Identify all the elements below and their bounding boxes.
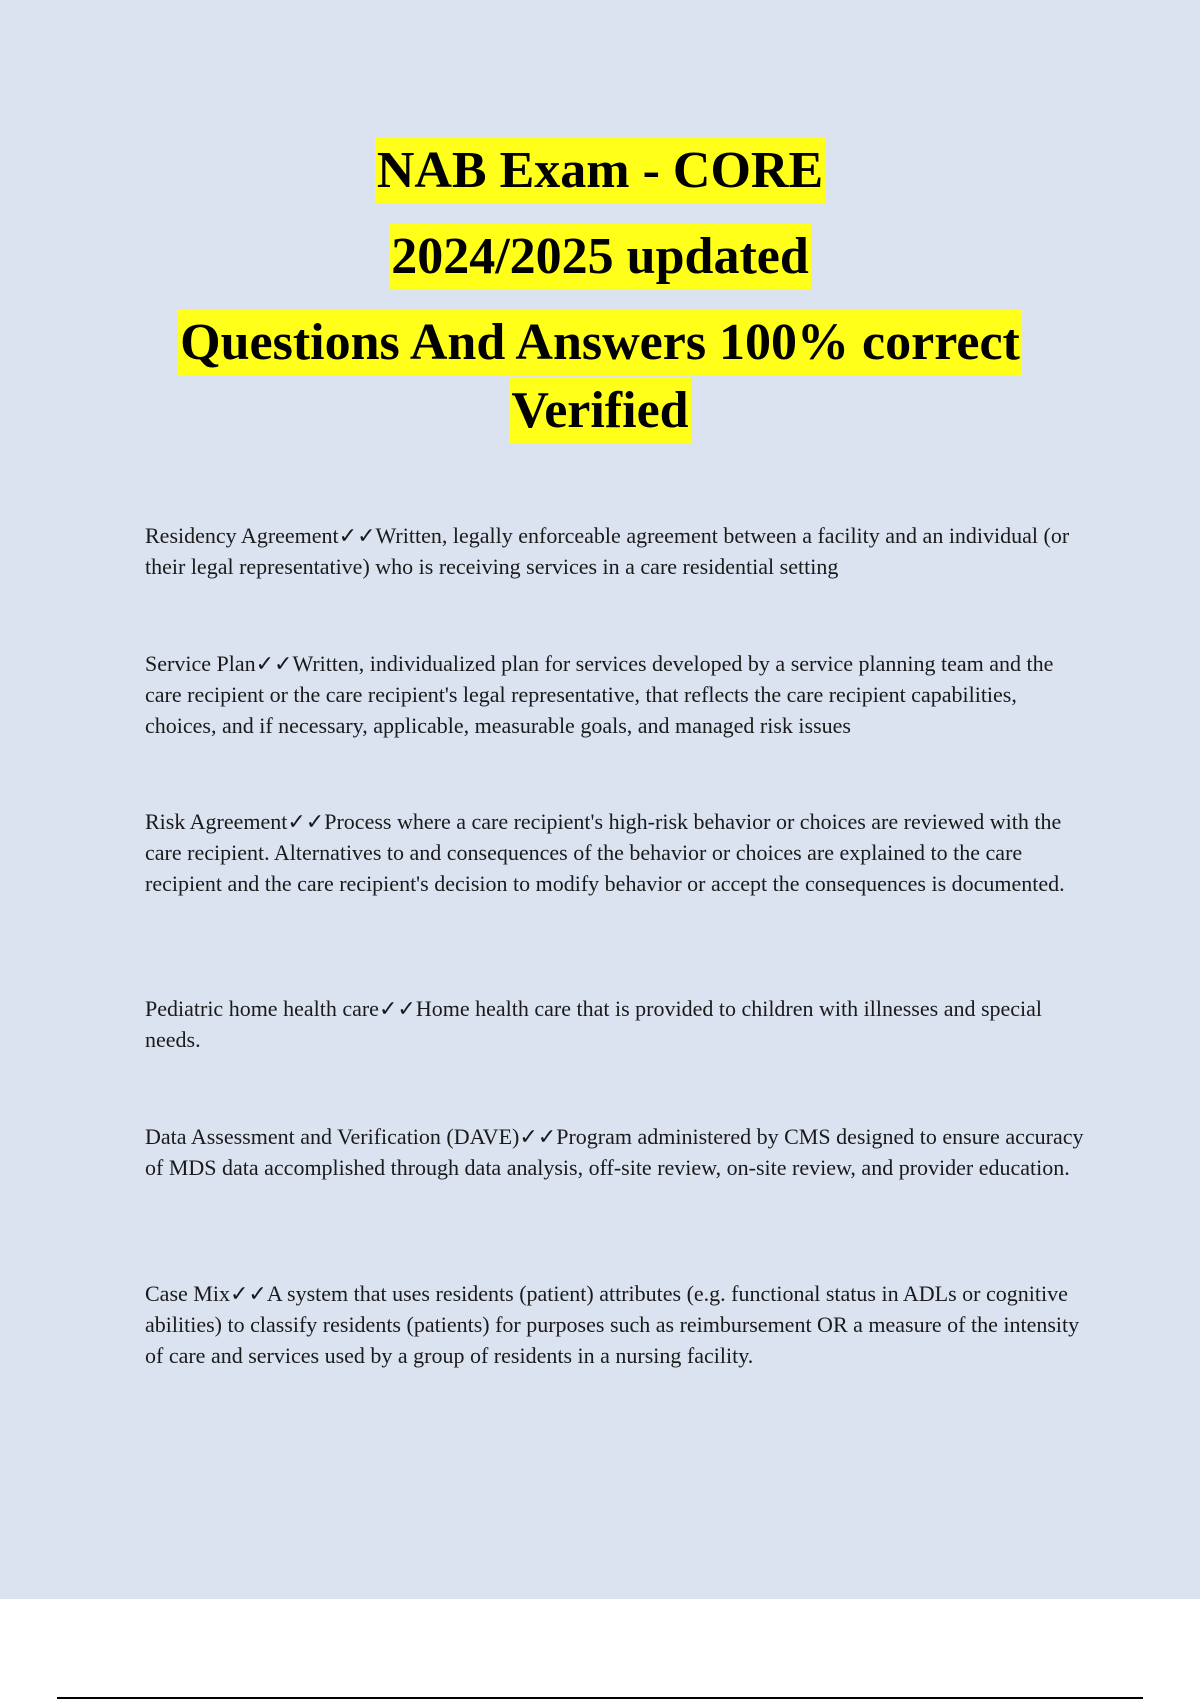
qa-definition: Process where a care recipient's high-risk behavior or choices are reviewed with the care recipient. Alternatives to and consequences of the behavior or choices are explained to the care recipient and the care recipient's decision to modify behavior or accept the consequences is documented. bbox=[145, 809, 1065, 896]
double-check-icon: ✓✓ bbox=[287, 809, 325, 834]
qa-entry bbox=[145, 1278, 1090, 1371]
title-line-3-text: Questions And Answers 100% correct bbox=[178, 310, 1022, 375]
qa-definition: Written, individualized plan for services developed by a service planning team and the care recipient or the care recipient's legal representative, that reflects the care recipient capabilities, choices, and if necessary, applicable, measurable goals, and managed risk issues bbox=[145, 651, 1054, 738]
title-line-4 bbox=[0, 382, 1200, 453]
qa-term: Data Assessment and Verification (DAVE) bbox=[145, 1124, 520, 1149]
qa-term: Risk Agreement bbox=[145, 809, 288, 834]
qa-definition: Home health care that is provided to children with illnesses and special needs. bbox=[145, 996, 1043, 1052]
title-line-2 bbox=[0, 228, 1200, 317]
qa-entry bbox=[145, 520, 1090, 582]
double-check-icon: ✓✓ bbox=[229, 1281, 267, 1306]
title-line-3 bbox=[0, 314, 1200, 385]
title-line-1-text: NAB Exam - CORE bbox=[375, 138, 825, 203]
double-check-icon: ✓✓ bbox=[519, 1124, 557, 1149]
title-line-1 bbox=[0, 142, 1200, 231]
double-check-icon: ✓✓ bbox=[338, 523, 376, 548]
qa-term: Pediatric home health care bbox=[145, 996, 379, 1021]
qa-entry bbox=[145, 993, 1090, 1055]
double-check-icon: ✓✓ bbox=[378, 996, 416, 1021]
qa-term: Service Plan bbox=[145, 651, 256, 676]
qa-term: Residency Agreement bbox=[145, 523, 339, 548]
qa-definition: Written, legally enforceable agreement between a facility and an individual (or their legal representative) who is receiving services in a care residential setting bbox=[145, 523, 1070, 579]
double-check-icon: ✓✓ bbox=[255, 651, 293, 676]
document-title bbox=[0, 142, 1200, 453]
qa-entry bbox=[145, 648, 1090, 741]
qa-term: Case Mix bbox=[145, 1281, 230, 1306]
title-line-4-text: Verified bbox=[509, 378, 690, 443]
qa-definition: Program administered by CMS designed to ensure accuracy of MDS data accomplished through data analysis, off-site review, on-site review, and provider education. bbox=[145, 1124, 1084, 1180]
qa-entry bbox=[145, 806, 1090, 899]
qa-definition: A system that uses residents (patient) attributes (e.g. functional status in ADLs or cognitive abilities) to classify residents (patients) for purposes such as reimbursement OR a measure of the intensity of care and services used by a group of residents in a nursing facility. bbox=[145, 1281, 1080, 1368]
footer-divider bbox=[57, 1697, 1143, 1699]
title-line-2-text: 2024/2025 updated bbox=[389, 224, 811, 289]
qa-entry bbox=[145, 1121, 1090, 1183]
